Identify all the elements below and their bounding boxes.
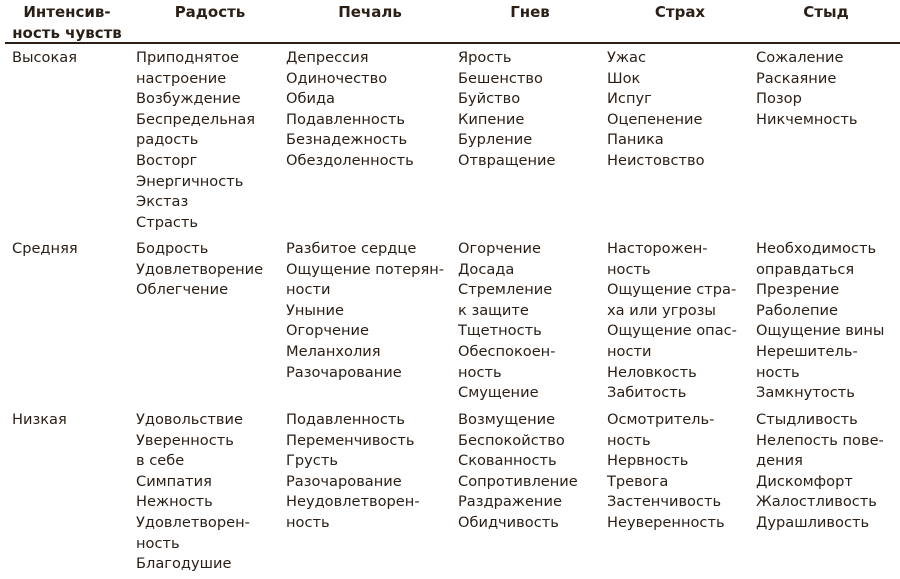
emotion-term: Позор — [756, 90, 802, 108]
emotion-term: Тщетность — [458, 322, 542, 340]
emotion-term: Ощущение опас- — [607, 322, 737, 340]
emotion-term: дения — [756, 452, 803, 470]
emotion-term: Шок — [607, 69, 641, 87]
emotion-term: Скованность — [458, 452, 557, 470]
emotion-term: Раболепие — [756, 301, 838, 319]
emotion-term: Уныние — [286, 301, 344, 319]
emotion-term: Удовлетворение — [136, 260, 264, 278]
cell-anger — [458, 48, 556, 172]
emotion-term: Ощущение вины — [756, 322, 885, 340]
emotion-term: ности — [607, 342, 652, 360]
emotion-term: Удовлетворен- — [136, 513, 250, 531]
emotion-term: Ужас — [607, 49, 647, 66]
emotion-term: Смущение — [458, 384, 539, 402]
cell-shame — [756, 48, 857, 130]
cell-sadness — [286, 410, 420, 534]
emotion-term: Разочарование — [286, 363, 402, 381]
emotion-term: Стремление — [458, 281, 553, 299]
emotion-term: Уверенность — [136, 431, 234, 449]
emotion-term: Возмущение — [458, 411, 556, 428]
emotion-term: Одиночество — [286, 69, 388, 87]
level-label: Низкая — [12, 411, 67, 428]
emotion-term: Досада — [458, 260, 515, 278]
table-header — [0, 0, 900, 42]
emotion-term: Обездоленность — [286, 151, 414, 169]
emotion-term: Замкнутость — [756, 384, 855, 402]
emotion-term: ности — [286, 281, 331, 299]
emotion-term: Огорчение — [286, 322, 369, 340]
level-label: Средняя — [12, 240, 78, 257]
emotion-term: Испуг — [607, 90, 652, 108]
emotion-term: Переменчивость — [286, 431, 415, 449]
cell-joy — [136, 48, 255, 233]
level-label: Высокая — [12, 49, 78, 66]
emotion-term: Неистовство — [607, 151, 705, 169]
emotion-term: Стыдливость — [756, 411, 858, 428]
emotion-term: ность — [607, 260, 651, 278]
header-intensity-line-1: Интенсив- — [23, 3, 111, 21]
header-intensity-line-2: ность чувств — [12, 23, 122, 42]
emotion-term: Жалостливость — [756, 493, 877, 511]
cell-sadness — [286, 239, 444, 383]
emotion-term: Ощущение потерян- — [286, 260, 445, 278]
emotion-term: Возбуждение — [136, 90, 241, 108]
cell-joy — [136, 239, 263, 301]
emotion-term: ность — [286, 513, 330, 531]
emotion-term: Оцепенение — [607, 110, 703, 128]
cell-fear — [607, 239, 737, 404]
emotion-term: Дурашливость — [756, 513, 870, 531]
emotion-term: Удовольствие — [136, 411, 243, 428]
emotion-term: Беспредельная — [136, 110, 256, 128]
emotion-term: Раздражение — [458, 493, 562, 511]
emotion-term: Тревога — [607, 472, 669, 490]
emotion-term: Неудовлетворен- — [286, 493, 420, 511]
emotion-term: Осмотритель- — [607, 411, 715, 428]
emotion-term: Презрение — [756, 281, 840, 299]
cell-shame — [756, 239, 884, 404]
header-sadness: Печаль — [338, 3, 402, 21]
emotion-term: Бешенство — [458, 69, 543, 87]
header-anger: Гнев — [510, 3, 550, 21]
emotion-term: Нервность — [607, 452, 689, 470]
emotion-term: Нелепость пове- — [756, 431, 884, 449]
emotion-term: Насторожен- — [607, 240, 708, 257]
emotion-term: в себе — [136, 452, 185, 470]
emotion-term: Облегчение — [136, 281, 229, 299]
emotion-term: Грусть — [286, 452, 338, 470]
emotion-term: Ощущение стра- — [607, 281, 737, 299]
cell-joy — [136, 410, 250, 575]
cell-anger — [458, 239, 556, 404]
emotion-term: ность — [136, 534, 180, 552]
emotion-term: Разбитое сердце — [286, 240, 417, 257]
emotion-term: Обида — [286, 90, 336, 108]
emotion-term: Обидчивость — [458, 513, 559, 531]
cell-sadness — [286, 48, 414, 172]
emotion-term: к защите — [458, 301, 529, 319]
cell-fear — [607, 48, 705, 172]
emotion-term: Нежность — [136, 493, 213, 511]
emotion-term: Бодрость — [136, 240, 209, 257]
emotion-term: Нерешитель- — [756, 342, 858, 360]
header-fear: Страх — [654, 3, 706, 21]
emotion-term: Приподнятое — [136, 49, 240, 66]
cell-anger — [458, 410, 578, 534]
emotion-term: Безнадежность — [286, 131, 408, 149]
emotion-term: Паника — [607, 131, 664, 149]
emotion-term: оправдаться — [756, 260, 855, 278]
emotion-term: Сожаление — [756, 49, 844, 66]
emotion-term: Обеспокоен- — [458, 342, 556, 360]
header-divider — [5, 42, 900, 44]
emotion-term: ха или угрозы — [607, 301, 716, 319]
emotion-term: ность — [458, 363, 502, 381]
emotion-term: Ярость — [458, 49, 512, 66]
emotion-term: Дискомфорт — [756, 472, 853, 490]
emotion-term: настроение — [136, 69, 227, 87]
emotion-term: Огорчение — [458, 240, 541, 257]
emotion-term: Симпатия — [136, 472, 212, 490]
emotion-term: Разочарование — [286, 472, 402, 490]
emotion-term: Подавленность — [286, 411, 405, 428]
emotion-term: Подавленность — [286, 110, 405, 128]
emotion-term: Экстаз — [136, 193, 189, 211]
emotion-term: Раскаяние — [756, 69, 837, 87]
emotion-term: Страсть — [136, 213, 199, 231]
emotion-term: Беспокойство — [458, 431, 565, 449]
emotion-term: Депрессия — [286, 49, 369, 66]
emotion-term: Восторг — [136, 151, 198, 169]
cell-shame — [756, 410, 884, 534]
emotion-term: Благодушие — [136, 555, 232, 573]
header-shame: Стыд — [803, 3, 849, 21]
emotion-term: Энергичность — [136, 172, 244, 190]
emotion-term: радость — [136, 131, 199, 149]
emotion-term: Буйство — [458, 90, 521, 108]
emotion-term: Застенчивость — [607, 493, 722, 511]
emotion-term: ность — [607, 431, 651, 449]
header-joy: Радость — [174, 3, 246, 21]
emotion-term: Неловкость — [607, 363, 697, 381]
emotion-term: Кипение — [458, 110, 525, 128]
cell-fear — [607, 410, 725, 534]
emotion-term: Отвращение — [458, 151, 556, 169]
emotion-term: Бурление — [458, 131, 533, 149]
emotion-term: Никчемность — [756, 110, 858, 128]
emotion-term: Необходимость — [756, 240, 877, 257]
header-intensity — [8, 2, 126, 43]
emotion-term: Забитость — [607, 384, 687, 402]
emotion-term: Неуверенность — [607, 513, 725, 531]
emotion-term: ность — [756, 363, 800, 381]
emotion-term: Сопротивление — [458, 472, 578, 490]
emotion-term: Меланхолия — [286, 342, 381, 360]
